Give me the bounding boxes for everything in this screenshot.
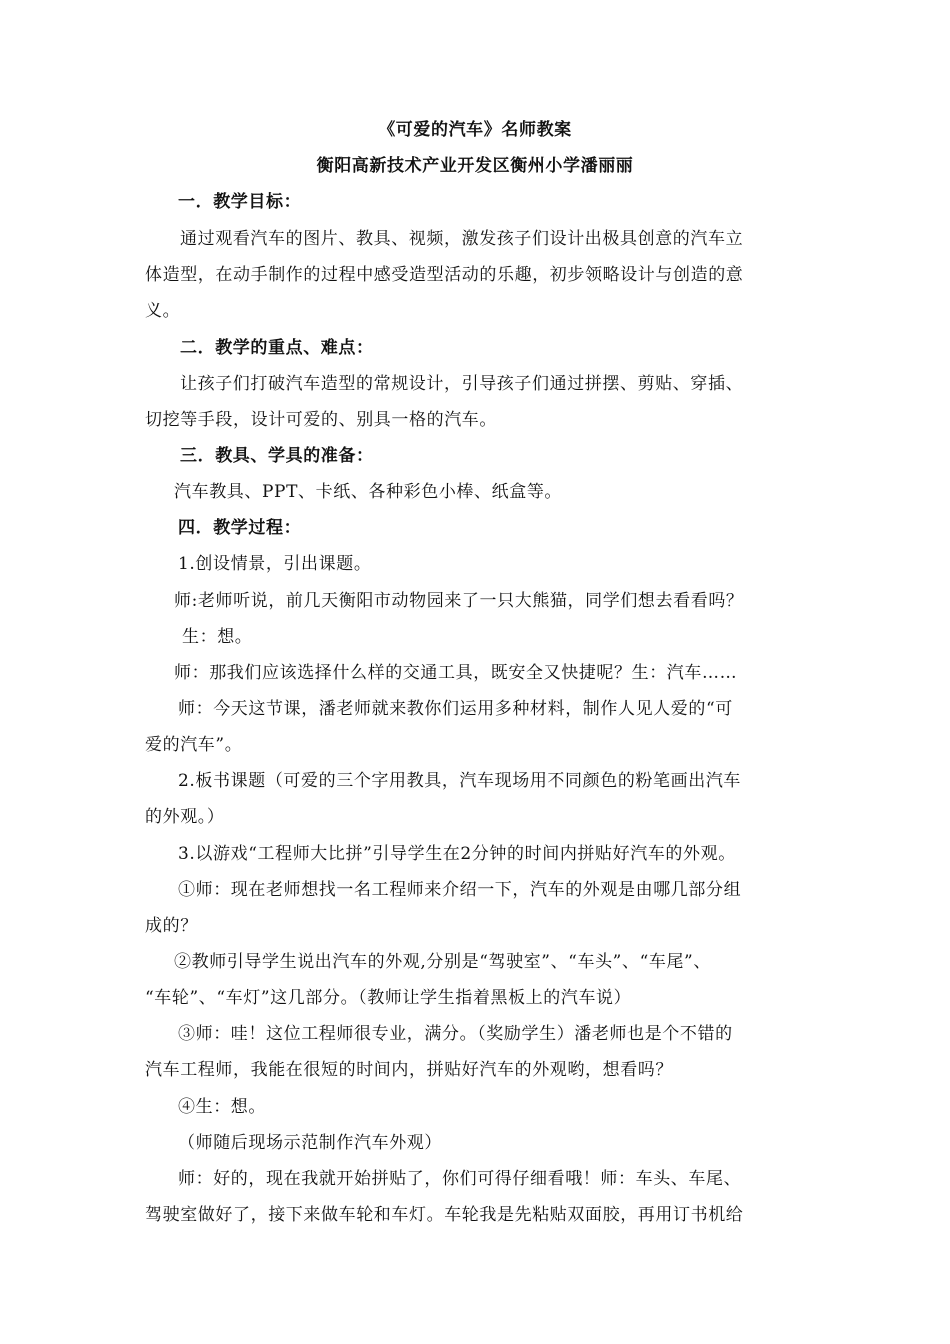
paragraph-line: ②教师引导学生说出汽车的外观,分别是“驾驶室”、“车头”、“车尾”、 bbox=[174, 952, 711, 972]
paragraph-line: 通过观看汽车的图片、教具、视频，激发孩子们设计出极具创意的汽车立 bbox=[180, 229, 744, 249]
paragraph-line: 体造型，在动手制作的过程中感受造型活动的乐趣，初步领略设计与创造的意 bbox=[145, 265, 744, 285]
paragraph-line: 生：想。 bbox=[182, 627, 253, 647]
paragraph-line: 义。 bbox=[145, 301, 181, 321]
paragraph-line: 汽车教具、PPT、卡纸、各种彩色小棒、纸盒等。 bbox=[174, 482, 563, 502]
paragraph-line: 切挖等手段，设计可爱的、别具一格的汽车。 bbox=[145, 410, 497, 430]
paragraph-line: 汽车工程师，我能在很短的时间内，拼贴好汽车的外观哟，想看吗？ bbox=[145, 1060, 673, 1080]
paragraph-line: ④生：想。 bbox=[178, 1097, 266, 1117]
paragraph-line: 1.创设情景，引出课题。 bbox=[178, 554, 372, 574]
document-author: 衡阳高新技术产业开发区衡州小学潘丽丽 bbox=[316, 156, 634, 176]
paragraph-line: 师：那我们应该选择什么样的交通工具，既安全又快捷呢？生：汽车…… bbox=[174, 663, 738, 683]
section-heading-materials: 三．教具、学具的准备： bbox=[180, 446, 374, 466]
paragraph-line: 师：今天这节课，潘老师就来教你们运用多种材料，制作人见人爱的“可 bbox=[178, 699, 733, 719]
section-heading-key-points: 二．教学的重点、难点： bbox=[180, 338, 374, 358]
paragraph-line: 成的？ bbox=[145, 916, 198, 936]
section-heading-process: 四．教学过程： bbox=[178, 518, 302, 538]
paragraph-line: 师:老师听说，前几天衡阳市动物园来了一只大熊猫，同学们想去看看吗？ bbox=[174, 591, 744, 611]
paragraph-line: “车轮”、“车灯”这几部分。（教师让学生指着黑板上的汽车说） bbox=[145, 988, 632, 1008]
paragraph-line: 3.以游戏“工程师大比拼”引导学生在2分钟的时间内拼贴好汽车的外观。 bbox=[178, 844, 736, 864]
paragraph-line: 的外观。） bbox=[145, 807, 225, 827]
paragraph-line: ①师：现在老师想找一名工程师来介绍一下，汽车的外观是由哪几部分组 bbox=[178, 880, 742, 900]
paragraph-line: 让孩子们打破汽车造型的常规设计，引导孩子们通过拼摆、剪贴、穿插、 bbox=[180, 374, 744, 394]
paragraph-line: 师：好的，现在我就开始拼贴了，你们可得仔细看哦！师：车头、车尾、 bbox=[178, 1169, 742, 1189]
paragraph-line: 爱的汽车”。 bbox=[145, 735, 243, 755]
paragraph-line: （师随后现场示范制作汽车外观） bbox=[178, 1133, 442, 1153]
paragraph-line: ③师：哇！这位工程师很专业，满分。（奖励学生）潘老师也是个不错的 bbox=[178, 1024, 733, 1044]
paragraph-line: 2.板书课题（可爱的三个字用教具，汽车现场用不同颜色的粉笔画出汽车 bbox=[178, 771, 742, 791]
document-title: 《可爱的汽车》名师教案 bbox=[378, 120, 572, 140]
paragraph-line: 驾驶室做好了，接下来做车轮和车灯。车轮我是先粘贴双面胶，再用订书机给 bbox=[145, 1205, 744, 1225]
section-heading-goals: 一．教学目标： bbox=[178, 192, 302, 212]
